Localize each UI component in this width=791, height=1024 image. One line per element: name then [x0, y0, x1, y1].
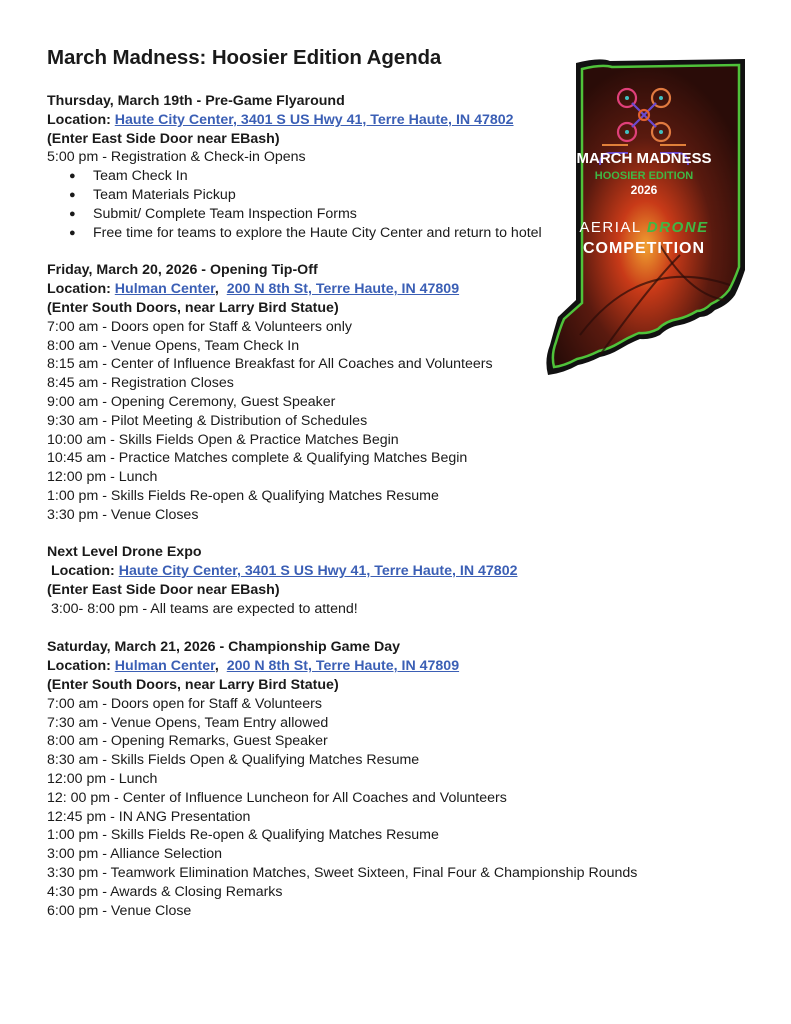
bullet-item: ● Team Materials Pickup [69, 187, 236, 203]
schedule-item: 8:00 am - Venue Opens, Team Check In [47, 338, 300, 354]
schedule-item: 7:00 am - Doors open for Staff & Volunteers only [47, 319, 352, 335]
schedule-item: 9:30 am - Pilot Meeting & Distribution of Schedules [47, 413, 368, 429]
location-label: Location: [47, 563, 119, 579]
schedule-item: 12:45 pm - IN ANG Presentation [47, 809, 251, 825]
saturday-location: Location: Hulman Center, 200 N 8th St, Terre Haute, IN 47809 [47, 658, 460, 674]
schedule-item: 8:30 am - Skills Fields Open & Qualifying Matches Resume [47, 752, 420, 768]
bullet-item: ● Team Check In [69, 168, 188, 184]
schedule-item: 4:30 pm - Awards & Closing Remarks [47, 884, 283, 900]
schedule-item: 10:00 am - Skills Fields Open & Practice Matches Begin [47, 432, 399, 448]
bullet-icon: ● [69, 170, 76, 182]
svg-text:HOOSIER EDITION: HOOSIER EDITION [594, 170, 694, 182]
schedule-item: 8:45 am - Registration Closes [47, 375, 234, 391]
location-label: Location: [47, 281, 115, 297]
schedule-item: 12:00 pm - Lunch [47, 771, 158, 787]
schedule-item: 12: 00 pm - Center of Influence Luncheon for All Coaches and Volunteers [47, 790, 507, 806]
saturday-entry-note: (Enter South Doors, near Larry Bird Statue) [47, 677, 339, 693]
schedule-item: 3:00- 8:00 pm - All teams are expected to attend! [47, 601, 358, 617]
schedule-item: 8:15 am - Center of Influence Breakfast for All Coaches and Volunteers [47, 356, 493, 372]
schedule-item: 10:45 am - Practice Matches complete & Qualifying Matches Begin [47, 450, 468, 466]
schedule-item: 6:00 pm - Venue Close [47, 903, 192, 919]
venue-link[interactable]: Hulman Center [114, 281, 215, 297]
venue-link[interactable]: Haute City Center, [114, 112, 237, 128]
address-link[interactable]: 3401 S US Hwy 41, Terre Haute, IN 47802 [236, 112, 514, 128]
friday-location: Location: Hulman Center, 200 N 8th St, Terre Haute, IN 47809 [47, 281, 460, 297]
location-label: Location: [47, 658, 115, 674]
schedule-item: 9:00 am - Opening Ceremony, Guest Speaker [47, 394, 336, 410]
schedule-item: 7:30 am - Venue Opens, Team Entry allowed [47, 715, 329, 731]
schedule-item: 3:30 pm - Teamwork Elimination Matches, Sweet Sixteen, Final Four & Championship Rounds [47, 865, 638, 881]
expo-location [47, 562, 517, 580]
svg-text:AERIAL DRONE: AERIAL DRONE [579, 219, 709, 236]
schedule-item: 5:00 pm - Registration & Check-in Opens [47, 149, 306, 165]
schedule-item: 1:00 pm - Skills Fields Re-open & Qualifying Matches Resume [47, 827, 439, 843]
bullet-icon: ● [69, 189, 76, 201]
bullet-icon: ● [69, 227, 76, 239]
schedule-item: 3:00 pm - Alliance Selection [47, 846, 223, 862]
thursday-heading: Thursday, March 19th - Pre-Game Flyaround [47, 93, 345, 109]
thursday-entry-note: (Enter East Side Door near EBash) [47, 131, 280, 147]
schedule-item: 12:00 pm - Lunch [47, 469, 158, 485]
schedule-item: 1:00 pm - Skills Fields Re-open & Qualifying Matches Resume [47, 488, 439, 504]
svg-text:2026: 2026 [630, 183, 658, 197]
expo-heading: Next Level Drone Expo [47, 544, 202, 560]
page-title: March Madness: Hoosier Edition Agenda [47, 46, 442, 69]
address-link[interactable]: 3401 S US Hwy 41, Terre Haute, IN 47802 [240, 563, 518, 579]
bullet-item: ● Free time for teams to explore the Haute City Center and return to hotel [69, 225, 542, 241]
svg-text:MARCH MADNESS: MARCH MADNESS [576, 150, 712, 167]
schedule-item: 7:00 am - Doors open for Staff & Volunteers [47, 696, 322, 712]
bullet-icon: ● [69, 208, 76, 220]
thursday-location [47, 111, 514, 129]
friday-heading: Friday, March 20, 2026 - Opening Tip-Off [47, 262, 318, 278]
schedule-item: 3:30 pm - Venue Closes [47, 507, 199, 523]
event-logo [540, 55, 750, 380]
bullet-item: ● Submit/ Complete Team Inspection Forms [69, 206, 357, 222]
schedule-item: 8:00 am - Opening Remarks, Guest Speaker [47, 733, 328, 749]
address-link[interactable]: 200 N 8th St, Terre Haute, IN 47809 [226, 658, 460, 674]
address-link[interactable]: 200 N 8th St, Terre Haute, IN 47809 [226, 281, 460, 297]
saturday-heading: Saturday, March 21, 2026 - Championship Game Day [47, 639, 400, 655]
svg-text:COMPETITION: COMPETITION [582, 240, 706, 257]
venue-link[interactable]: Hulman Center [114, 658, 215, 674]
venue-link[interactable]: Haute City Center, [118, 563, 241, 579]
friday-entry-note: (Enter South Doors, near Larry Bird Statue) [47, 300, 339, 316]
location-label: Location: [47, 112, 115, 128]
expo-entry-note: (Enter East Side Door near EBash) [47, 582, 280, 598]
